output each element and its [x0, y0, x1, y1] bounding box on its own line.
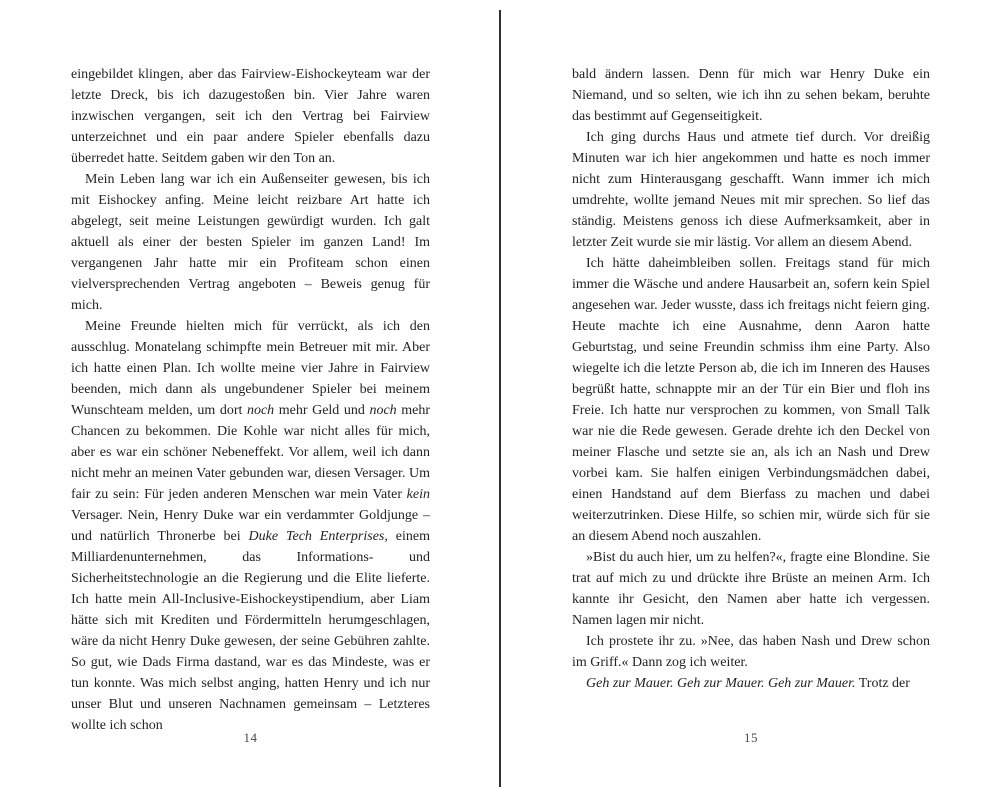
italic-text-segment: Geh zur Mauer. Geh zur Mauer. Geh zur Mauer.	[586, 676, 856, 691]
paragraph	[572, 547, 930, 631]
page-divider	[499, 10, 501, 787]
page-number-right: 15	[744, 730, 758, 745]
italic-text-segment: kein	[406, 487, 430, 502]
paragraph	[572, 673, 930, 694]
text-segment: Versager. Nein, Henry Duke war ein verdammter Goldjunge – und natürlich Thronerbe bei	[71, 508, 430, 544]
text-segment: mehr Chancen zu bekommen. Die Kohle war nicht alles für mich, aber es war ein schöner Nebeneffekt. Vor allem, weil ich dann nicht mehr an meinen Vater gebunden war, diesen Versager. Um fair zu sein: Für jeden anderen Menschen war mein Vater	[71, 403, 431, 502]
text-segment: Mein Leben lang war ich ein Außenseiter gewesen, bis ich mit Eishockey anfing. Meine leicht reizbare Art hatte ich abgelegt, seit meine Leistungen gewürdigt wurden. Ich galt aktuell als einer der besten Spieler im ganzen Land! Im vergangenen Jahr hatte mir ein Profiteam schon einen vielversprechenden Vertrag angeboten – Beweis genug für mich.	[71, 172, 430, 313]
text-segment: Meine Freunde hielten mich für verrückt, als ich den ausschlug. Monatelang schimpfte mein Betreuer mit mir. Aber ich hatte einen Plan. Ich wollte meine vier Jahre in Fairview beenden, mich dann als ungebundener Spieler bei meinem Wunschteam melden, um dort	[71, 319, 430, 418]
paragraph	[71, 64, 430, 169]
text-segment: eingebildet klingen, aber das Fairview-Eishockeyteam war der letzte Dreck, bis ich dazugestoßen bin. Vier Jahre waren inzwischen vergangen, seit ich den Vertrag bei Fairview unterzeichnet und ein paar andere Spieler ebenfalls dazu überredet hatte. Seitdem gaben wir den Ton an.	[71, 67, 430, 166]
italic-text-segment: noch	[369, 403, 397, 418]
italic-text-segment: noch	[246, 403, 275, 418]
paragraph	[572, 127, 930, 253]
page-number-left: 14	[243, 730, 258, 745]
text-segment: , einem Milliardenunternehmen, das Informations- und Sicherheitstechnologie an die Regierung und die Elite lieferte. Ich hatte mein All-Inclusive-Eishockeystipendium, aber Liam hätte sich mit Krediten und Fördermitteln herumgeschlagen, wäre da nicht Henry Duke gewesen, der seine Gebühren zahlte. So gut, wie Dads Firma dastand, war es das Mindeste, was er tun konnte. Was mich selbst anging, hatten Henry und ich nur unser Blut und unseren Nachnamen gemeinsam – Letzteres wollte ich schon	[71, 529, 430, 733]
text-segment: bald ändern lassen. Denn für mich war Henry Duke ein Niemand, und so selten, wie ich ihn zu sehen bekam, beruhte das bestimmt auf Gegenseitigkeit.	[572, 67, 930, 124]
paragraph	[572, 253, 930, 547]
text-segment: Ich hätte daheimbleiben sollen. Freitags stand für mich immer die Wäsche und andere Hausarbeit an, sofern kein Spiel angesehen war. Jeder wusste, dass ich freitags nicht feiern ging. Heute machte ich eine Ausnahme, denn Aaron hatte Geburtstag, und seine Freundin schmiss ihm eine Party. Also wiegelte ich die letzte Person ab, die ich im Inneren des Hauses begrüßt hatte, schnappte mir an der Tür ein Bier und floh ins Freie. Ich hatte nur versprochen zu kommen, von Small Talk war nie die Rede gewesen. Gerade drehte ich den Deckel von meiner Flasche und setzte sie an, als ich an Nash und Drew vorbei kam. Sie halfen einigen Verbindungsmädchen dabei, einen Handstand auf dem Bierfass zu machen und dabei weiterzutrinken. Diese Hilfe, so schien mir, würde sich für sie an diesem Abend noch auszahlen.	[572, 256, 930, 544]
page-right-text	[572, 64, 930, 694]
text-segment: mehr Geld und	[274, 403, 370, 418]
page-left	[71, 64, 430, 764]
page-right	[572, 64, 930, 764]
page-left-text	[71, 64, 430, 736]
paragraph	[572, 631, 930, 673]
text-segment: »Bist du auch hier, um zu helfen?«, fragte eine Blondine. Sie trat auf mich zu und drückte ihre Brüste an meinen Arm. Ich kannte ihr Gesicht, den Namen aber hatte ich vergessen. Namen lagen mir nicht.	[572, 550, 930, 628]
paragraph	[71, 169, 430, 316]
text-segment: Trotz der	[855, 676, 910, 691]
text-segment: Ich ging durchs Haus und atmete tief durch. Vor dreißig Minuten war ich hier angekommen und hatte es noch immer nicht zum Hinterausgang geschafft. Wann immer ich mich umdrehte, wollte jemand Neues mit mir sprechen. So lief das ständig. Meistens genoss ich diese Aufmerksamkeit, aber in letzter Zeit wurde sie mir lästig. Vor allem an diesem Abend.	[572, 130, 930, 250]
text-segment: Ich prostete ihr zu. »Nee, das haben Nash und Drew schon im Griff.« Dann zog ich weiter.	[572, 634, 930, 670]
paragraph	[572, 64, 930, 127]
paragraph	[71, 316, 430, 736]
italic-text-segment: Duke Tech Enterprises	[248, 529, 385, 544]
